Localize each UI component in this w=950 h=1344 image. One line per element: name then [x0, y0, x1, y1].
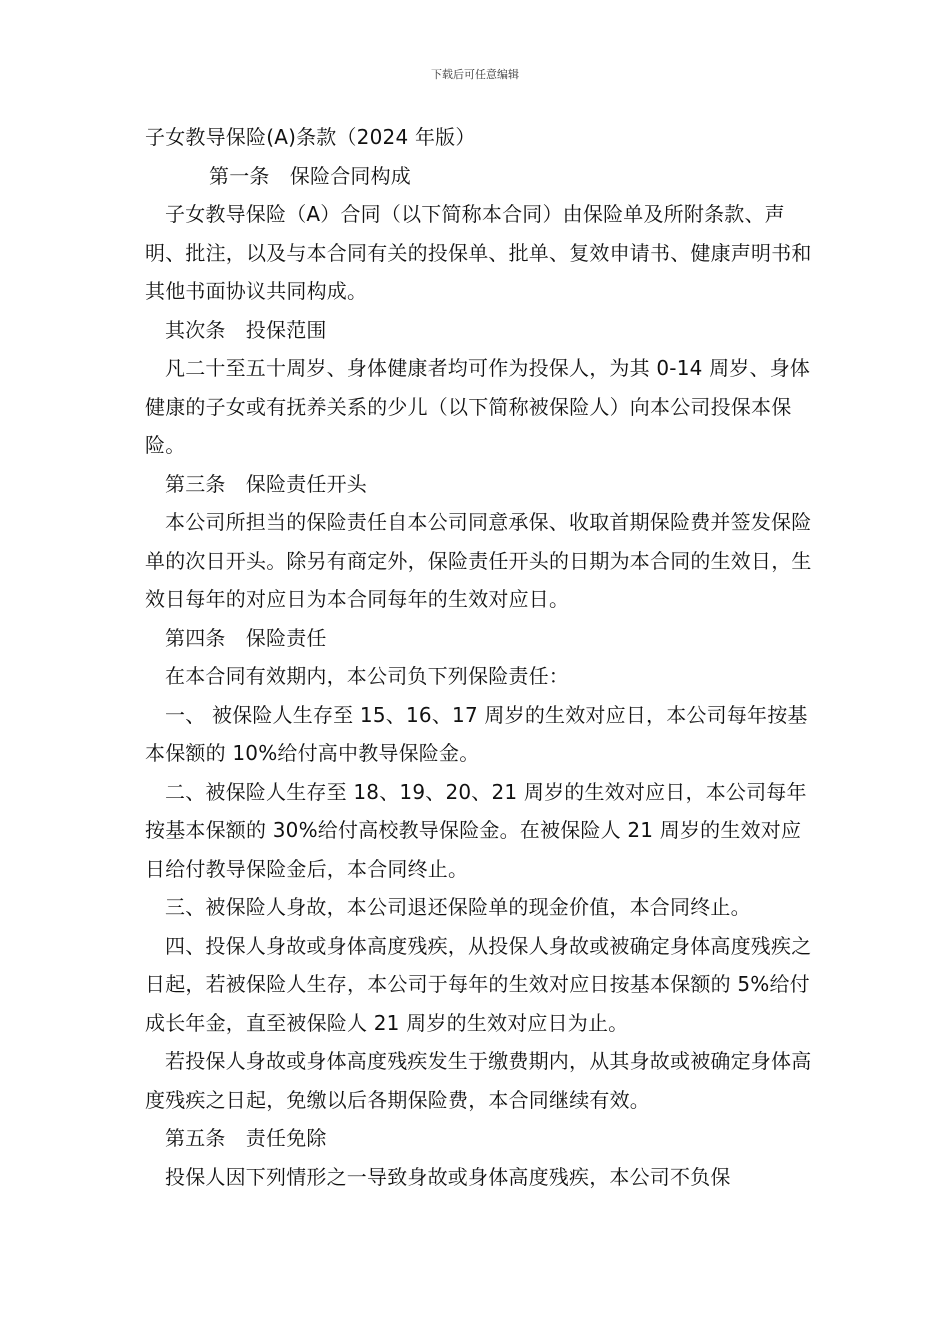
article-heading: 第一条 保险合同构成: [209, 163, 411, 188]
article-heading: 第五条 责任免除: [165, 1126, 327, 1150]
list-item: 一、 被保险人生存至 15、16、17 周岁的生效对应日，本公司每年按基本保额的 10%给付高中教导保险金。: [145, 702, 808, 765]
article-heading: 第四条 保险责任: [165, 625, 327, 650]
paragraph: 投保人因下列情形之一导致身故或身体高度残疾，本公司不负保: [165, 1164, 731, 1189]
document-body: [145, 118, 815, 1196]
paragraph: 子女教导保险（A）合同（以下简称本合同）由保险单及所附条款、声明、批注，以及与本合同有关的投保单、批单、复效申请书、健康声明书和其他书面协议共同构成。: [145, 202, 812, 303]
paragraph: 若投保人身故或身体高度残疾发生于缴费期内，从其身故或被确定身体高度残疾之日起，免缴以后各期保险费，本合同继续有效。: [145, 1049, 812, 1112]
paragraph: 本公司所担当的保险责任自本公司同意承保、收取首期保险费并签发保险单的次日开头。除另有商定外，保险责任开头的日期为本合同的生效日，生效日每年的对应日为本合同每年的生效对应日。: [145, 510, 812, 611]
paragraph: 凡二十至五十周岁、身体健康者均可作为投保人，为其 0-14 周岁、身体健康的子女或有抚养关系的少儿（以下简称被保险人）向本公司投保本保险。: [145, 356, 811, 457]
list-item: 四、投保人身故或身体高度残疾，从投保人身故或被确定身体高度残疾之日起，若被保险人生存，本公司于每年的生效对应日按基本保额的 5%给付成长年金，直至被保险人 21 周岁的生效对应日为止。: [145, 933, 812, 1035]
article-heading: 其次条 投保范围: [165, 317, 327, 342]
paragraph: 在本合同有效期内，本公司负下列保险责任：: [165, 664, 569, 688]
article-heading: 第三条 保险责任开头: [165, 471, 367, 496]
document-title: 子女教导保险(A)条款（2024 年版）: [145, 125, 476, 149]
list-item: 三、被保险人身故，本公司退还保险单的现金价值，本合同终止。: [165, 895, 751, 919]
list-item: 二、被保险人生存至 18、19、20、21 周岁的生效对应日，本公司每年按基本保额的 30%给付高校教导保险金。在被保险人 21 周岁的生效对应日给付教导保险金后，本合同终止。: [145, 779, 807, 881]
page-header: 下载后可任意编辑: [431, 68, 519, 81]
